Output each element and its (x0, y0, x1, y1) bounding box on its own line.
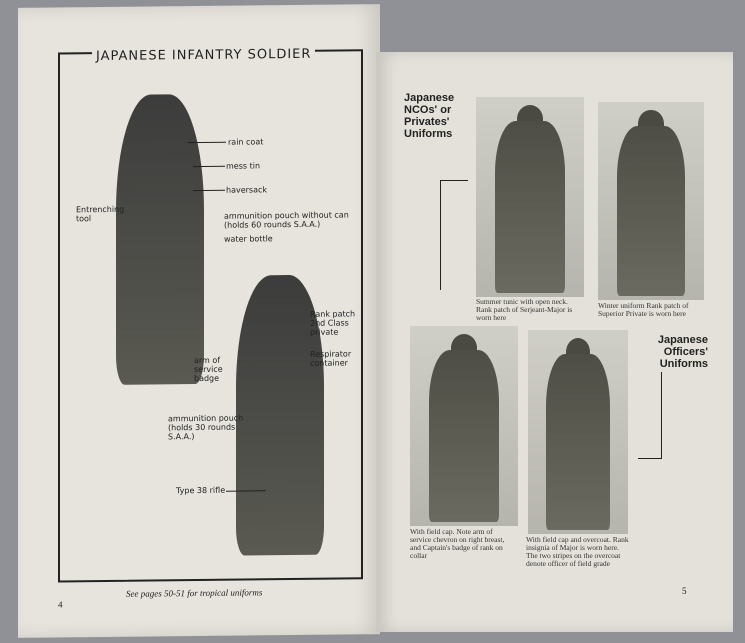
label-ammo-pouch-30: ammunition pouch (holds 30 rounds S.A.A.) (168, 413, 244, 442)
label-rifle: Type 38 rifle (176, 485, 226, 496)
label-haversack: haversack (226, 185, 268, 195)
photo-winter-uniform (598, 102, 704, 300)
left-page (18, 4, 380, 638)
caption-winter: Winter uniform Rank patch of Superior Private is worn here (598, 301, 689, 318)
nco-heading: Japanese NCOs' or Privates' Uniforms (404, 92, 455, 140)
page-title: JAPANESE INFANTRY SOLDIER (92, 47, 315, 64)
footnote: See pages 50-51 for tropical uniforms (126, 587, 263, 599)
photo-summer-tunic (476, 97, 584, 297)
officer-heading: Japanese Officers' Uniforms (657, 334, 708, 370)
photo-officer-overcoat (528, 330, 628, 534)
label-water-bottle: water bottle (224, 234, 273, 244)
soldier-back-illustration (116, 94, 204, 385)
label-rain-coat: rain coat (228, 137, 264, 147)
label-respirator: Respirator container (310, 349, 352, 368)
page-number: 4 (58, 599, 63, 610)
caption-summer: Summer tunic with open neck. Rank patch of Serjeant-Major is worn here (476, 297, 573, 322)
photo-officer-field-cap (410, 326, 518, 526)
right-page (376, 52, 733, 632)
label-mess-tin: mess tin (226, 161, 261, 171)
label-entrenching-tool: Entrenching tool (76, 204, 125, 224)
caption-field-cap: With field cap. Note arm of service chevron on right breast, and Captain's badge of rank on collar (410, 527, 505, 560)
label-ammo-pouch-60: ammunition pouch without can (holds 60 rounds S.A.A.) (224, 210, 349, 230)
label-rank-patch: Rank patch 2nd Class private (310, 309, 356, 337)
caption-overcoat: With field cap and overcoat. Rank insignia of Major is worn here. The two stripes on the overcoat denote officer of field grade (526, 535, 629, 568)
label-arm-badge: arm of service badge (194, 355, 223, 384)
page-number: 5 (682, 586, 687, 596)
